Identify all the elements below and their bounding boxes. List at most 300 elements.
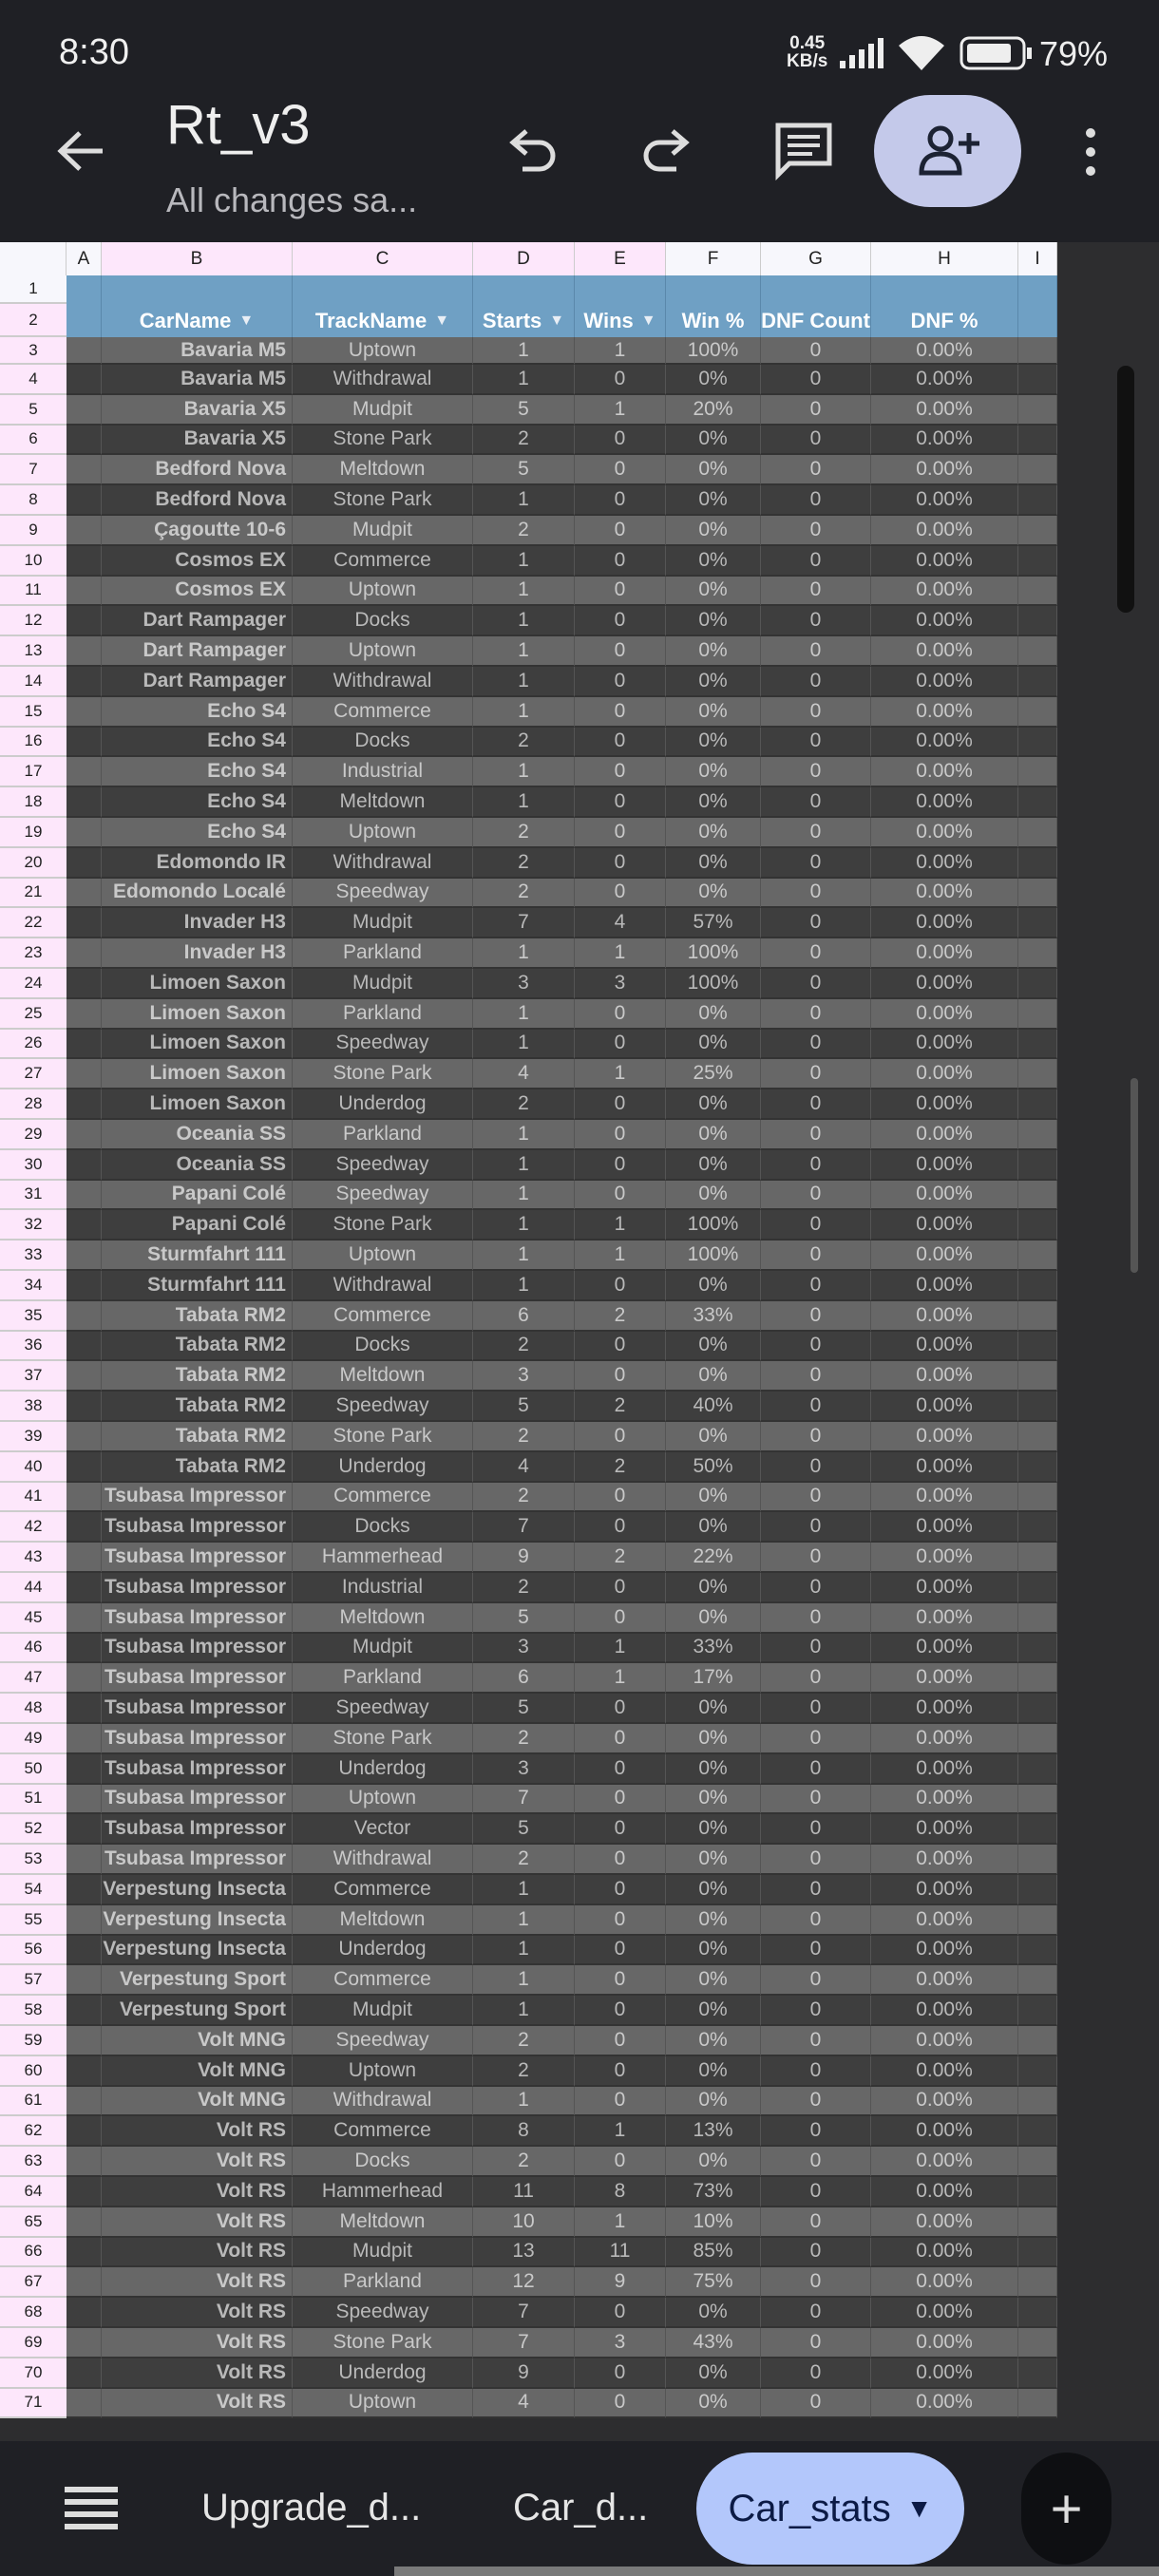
- row-header-49[interactable]: 49: [0, 1724, 66, 1754]
- car-name-cell[interactable]: Edomondo Localé: [102, 879, 293, 909]
- table-cell[interactable]: 0: [761, 1814, 871, 1845]
- table-cell[interactable]: 0%: [666, 1120, 761, 1150]
- table-cell[interactable]: 0.00%: [871, 606, 1018, 636]
- table-cell[interactable]: 2: [473, 516, 575, 546]
- track-name-cell[interactable]: Commerce: [293, 2116, 473, 2147]
- table-cell[interactable]: 0: [761, 1181, 871, 1211]
- table-cell[interactable]: 0: [575, 1845, 666, 1875]
- row-header-55[interactable]: 55: [0, 1905, 66, 1936]
- table-cell[interactable]: 0: [575, 546, 666, 577]
- table-cell[interactable]: 0.00%: [871, 667, 1018, 697]
- table-cell[interactable]: [66, 1845, 102, 1875]
- header-band-cell[interactable]: [102, 275, 293, 304]
- table-cell[interactable]: 2: [473, 2026, 575, 2056]
- column-title-blank[interactable]: [1018, 304, 1057, 337]
- table-cell[interactable]: [1018, 1573, 1057, 1603]
- table-cell[interactable]: 0: [761, 337, 871, 365]
- table-cell[interactable]: 1: [473, 1965, 575, 1996]
- table-cell[interactable]: 2: [473, 426, 575, 456]
- track-name-cell[interactable]: Speedway: [293, 2298, 473, 2328]
- table-cell[interactable]: [66, 1814, 102, 1845]
- table-cell[interactable]: 0: [575, 636, 666, 667]
- table-cell[interactable]: 7: [473, 2328, 575, 2358]
- column-header-G[interactable]: G: [761, 242, 871, 275]
- table-cell[interactable]: 0.00%: [871, 879, 1018, 909]
- table-cell[interactable]: 0: [761, 2177, 871, 2207]
- table-cell[interactable]: 57%: [666, 908, 761, 938]
- car-name-cell[interactable]: Edomondo IR: [102, 848, 293, 879]
- table-cell[interactable]: 1: [473, 636, 575, 667]
- car-name-cell[interactable]: Bavaria M5: [102, 337, 293, 365]
- table-cell[interactable]: 0: [575, 667, 666, 697]
- car-name-cell[interactable]: Bavaria X5: [102, 426, 293, 456]
- table-cell[interactable]: 0: [575, 1936, 666, 1966]
- car-name-cell[interactable]: Volt RS: [102, 2238, 293, 2268]
- table-cell[interactable]: [1018, 636, 1057, 667]
- table-cell[interactable]: [66, 636, 102, 667]
- table-cell[interactable]: 0: [575, 2389, 666, 2419]
- table-cell[interactable]: 0.00%: [871, 1120, 1018, 1150]
- table-cell[interactable]: [1018, 606, 1057, 636]
- table-cell[interactable]: 50%: [666, 1452, 761, 1483]
- car-name-cell[interactable]: Tsubasa Impressor: [102, 1663, 293, 1694]
- table-cell[interactable]: 0: [761, 577, 871, 607]
- comment-icon[interactable]: [774, 122, 833, 180]
- table-cell[interactable]: 0: [761, 516, 871, 546]
- table-cell[interactable]: [66, 2267, 102, 2298]
- column-title-dnf-[interactable]: DNF %: [871, 304, 1018, 337]
- track-name-cell[interactable]: Meltdown: [293, 2207, 473, 2238]
- car-name-cell[interactable]: Limoen Saxon: [102, 1059, 293, 1089]
- share-button[interactable]: [874, 95, 1021, 207]
- table-cell[interactable]: 2: [473, 879, 575, 909]
- table-cell[interactable]: 0.00%: [871, 365, 1018, 395]
- track-name-cell[interactable]: Industrial: [293, 757, 473, 787]
- row-header-61[interactable]: 61: [0, 2087, 66, 2117]
- track-name-cell[interactable]: Uptown: [293, 636, 473, 667]
- table-cell[interactable]: [1018, 337, 1057, 365]
- row-header-5[interactable]: 5: [0, 395, 66, 426]
- row-header-65[interactable]: 65: [0, 2207, 66, 2238]
- table-cell[interactable]: 0.00%: [871, 1210, 1018, 1241]
- row-header-54[interactable]: 54: [0, 1875, 66, 1905]
- table-cell[interactable]: 0.00%: [871, 1814, 1018, 1845]
- row-header-13[interactable]: 13: [0, 636, 66, 667]
- all-sheets-menu-icon[interactable]: [65, 2487, 118, 2530]
- table-cell[interactable]: 0: [575, 1332, 666, 1362]
- table-cell[interactable]: [66, 1663, 102, 1694]
- row-header-22[interactable]: 22: [0, 908, 66, 938]
- track-name-cell[interactable]: Meltdown: [293, 1603, 473, 1634]
- table-cell[interactable]: 0: [761, 938, 871, 969]
- table-cell[interactable]: 0.00%: [871, 1392, 1018, 1422]
- table-cell[interactable]: 85%: [666, 2238, 761, 2268]
- table-cell[interactable]: [1018, 879, 1057, 909]
- car-name-cell[interactable]: Tsubasa Impressor: [102, 1543, 293, 1573]
- table-cell[interactable]: [66, 2358, 102, 2389]
- table-cell[interactable]: 0: [575, 1483, 666, 1513]
- table-cell[interactable]: 2: [473, 1089, 575, 1120]
- table-cell[interactable]: [1018, 1030, 1057, 1060]
- track-name-cell[interactable]: Stone Park: [293, 2328, 473, 2358]
- table-cell[interactable]: 1: [473, 1905, 575, 1936]
- table-cell[interactable]: [66, 908, 102, 938]
- table-cell[interactable]: 0.00%: [871, 2298, 1018, 2328]
- table-cell[interactable]: 1: [575, 337, 666, 365]
- column-title-trackname[interactable]: TrackName ▼: [293, 304, 473, 337]
- track-name-cell[interactable]: Commerce: [293, 546, 473, 577]
- track-name-cell[interactable]: Underdog: [293, 1089, 473, 1120]
- table-cell[interactable]: 0.00%: [871, 1543, 1018, 1573]
- table-cell[interactable]: 0.00%: [871, 1694, 1018, 1724]
- table-cell[interactable]: 1: [575, 1663, 666, 1694]
- table-cell[interactable]: 0.00%: [871, 2238, 1018, 2268]
- table-cell[interactable]: 0%: [666, 1724, 761, 1754]
- table-cell[interactable]: 33%: [666, 1301, 761, 1332]
- table-cell[interactable]: 3: [473, 1754, 575, 1785]
- table-cell[interactable]: 0: [575, 2358, 666, 2389]
- table-cell[interactable]: 0.00%: [871, 1241, 1018, 1271]
- table-cell[interactable]: [1018, 1392, 1057, 1422]
- table-cell[interactable]: 0: [761, 606, 871, 636]
- table-cell[interactable]: [1018, 969, 1057, 999]
- table-cell[interactable]: 0: [761, 818, 871, 848]
- table-cell[interactable]: 0.00%: [871, 2207, 1018, 2238]
- table-cell[interactable]: [66, 1089, 102, 1120]
- table-cell[interactable]: 2: [575, 1392, 666, 1422]
- table-cell[interactable]: 0.00%: [871, 1663, 1018, 1694]
- table-cell[interactable]: 0.00%: [871, 2056, 1018, 2087]
- table-cell[interactable]: [66, 2298, 102, 2328]
- table-cell[interactable]: 0.00%: [871, 1361, 1018, 1392]
- table-cell[interactable]: [66, 395, 102, 426]
- track-name-cell[interactable]: Withdrawal: [293, 365, 473, 395]
- track-name-cell[interactable]: Speedway: [293, 1150, 473, 1181]
- table-cell[interactable]: 0: [575, 1875, 666, 1905]
- table-cell[interactable]: 0.00%: [871, 1512, 1018, 1543]
- column-header-E[interactable]: E: [575, 242, 666, 275]
- table-cell[interactable]: 0: [575, 879, 666, 909]
- table-cell[interactable]: [66, 1452, 102, 1483]
- table-cell[interactable]: 2: [575, 1301, 666, 1332]
- row-header-9[interactable]: 9: [0, 516, 66, 546]
- table-cell[interactable]: [1018, 1422, 1057, 1452]
- table-cell[interactable]: [1018, 2056, 1057, 2087]
- table-cell[interactable]: 1: [473, 1120, 575, 1150]
- table-cell[interactable]: 2: [575, 1543, 666, 1573]
- table-cell[interactable]: [1018, 728, 1057, 758]
- table-cell[interactable]: [66, 818, 102, 848]
- table-cell[interactable]: 0.00%: [871, 1030, 1018, 1060]
- column-header-H[interactable]: H: [871, 242, 1018, 275]
- table-cell[interactable]: 0.00%: [871, 636, 1018, 667]
- table-cell[interactable]: 1: [575, 1634, 666, 1664]
- table-cell[interactable]: [66, 546, 102, 577]
- table-cell[interactable]: 0%: [666, 1875, 761, 1905]
- table-cell[interactable]: 43%: [666, 2328, 761, 2358]
- table-cell[interactable]: 0%: [666, 697, 761, 728]
- table-cell[interactable]: 0: [761, 1422, 871, 1452]
- table-cell[interactable]: 0.00%: [871, 455, 1018, 485]
- table-cell[interactable]: [1018, 667, 1057, 697]
- table-cell[interactable]: 0.00%: [871, 848, 1018, 879]
- car-name-cell[interactable]: Oceania SS: [102, 1150, 293, 1181]
- table-cell[interactable]: 0%: [666, 636, 761, 667]
- table-cell[interactable]: [1018, 2267, 1057, 2298]
- filter-icon[interactable]: ▼: [640, 312, 656, 329]
- table-cell[interactable]: [66, 1392, 102, 1422]
- track-name-cell[interactable]: Speedway: [293, 879, 473, 909]
- table-cell[interactable]: 0: [761, 1603, 871, 1634]
- table-cell[interactable]: 1: [575, 2116, 666, 2147]
- car-name-cell[interactable]: Dart Rampager: [102, 606, 293, 636]
- table-cell[interactable]: 10: [473, 2207, 575, 2238]
- track-name-cell[interactable]: Docks: [293, 606, 473, 636]
- car-name-cell[interactable]: Echo S4: [102, 818, 293, 848]
- track-name-cell[interactable]: Parkland: [293, 999, 473, 1030]
- table-cell[interactable]: 9: [575, 2267, 666, 2298]
- row-header-40[interactable]: 40: [0, 1452, 66, 1483]
- table-cell[interactable]: [66, 2207, 102, 2238]
- car-name-cell[interactable]: Sturmfahrt 111: [102, 1241, 293, 1271]
- car-name-cell[interactable]: Volt MNG: [102, 2087, 293, 2117]
- table-cell[interactable]: [66, 1241, 102, 1271]
- table-cell[interactable]: 5: [473, 455, 575, 485]
- table-cell[interactable]: [1018, 2177, 1057, 2207]
- table-cell[interactable]: [1018, 1181, 1057, 1211]
- table-cell[interactable]: 0%: [666, 2087, 761, 2117]
- table-cell[interactable]: 5: [473, 1814, 575, 1845]
- table-cell[interactable]: 4: [473, 1452, 575, 1483]
- table-cell[interactable]: 7: [473, 1785, 575, 1815]
- table-cell[interactable]: 0%: [666, 2056, 761, 2087]
- undo-icon[interactable]: [504, 125, 560, 177]
- table-cell[interactable]: 1: [473, 577, 575, 607]
- table-cell[interactable]: 7: [473, 2298, 575, 2328]
- table-cell[interactable]: 0%: [666, 2147, 761, 2177]
- table-cell[interactable]: 7: [473, 908, 575, 938]
- table-cell[interactable]: 0: [575, 1905, 666, 1936]
- row-header-33[interactable]: 33: [0, 1241, 66, 1271]
- table-cell[interactable]: 0%: [666, 1936, 761, 1966]
- row-header-2[interactable]: 2: [0, 304, 66, 337]
- track-name-cell[interactable]: Industrial: [293, 1573, 473, 1603]
- table-cell[interactable]: [1018, 1361, 1057, 1392]
- row-header-4[interactable]: 4: [0, 365, 66, 395]
- table-cell[interactable]: [1018, 1543, 1057, 1573]
- table-cell[interactable]: 0.00%: [871, 546, 1018, 577]
- table-cell[interactable]: [66, 1785, 102, 1815]
- table-cell[interactable]: 0: [575, 999, 666, 1030]
- table-cell[interactable]: [66, 1361, 102, 1392]
- table-cell[interactable]: 0.00%: [871, 1905, 1018, 1936]
- table-cell[interactable]: 0.00%: [871, 2147, 1018, 2177]
- table-cell[interactable]: 0: [575, 365, 666, 395]
- table-cell[interactable]: 0: [575, 1785, 666, 1815]
- add-sheet-button[interactable]: +: [1021, 2453, 1112, 2565]
- track-name-cell[interactable]: Underdog: [293, 1936, 473, 1966]
- table-cell[interactable]: 0: [575, 485, 666, 516]
- table-cell[interactable]: 0: [575, 2147, 666, 2177]
- table-cell[interactable]: [1018, 1210, 1057, 1241]
- filter-icon[interactable]: ▼: [434, 312, 450, 329]
- table-cell[interactable]: 0%: [666, 1361, 761, 1392]
- table-cell[interactable]: 0%: [666, 1089, 761, 1120]
- table-cell[interactable]: [66, 1875, 102, 1905]
- table-cell[interactable]: 0%: [666, 1814, 761, 1845]
- track-name-cell[interactable]: Hammerhead: [293, 1543, 473, 1573]
- table-cell[interactable]: 0: [761, 1452, 871, 1483]
- table-cell[interactable]: [66, 938, 102, 969]
- table-cell[interactable]: [1018, 1724, 1057, 1754]
- table-cell[interactable]: 0: [575, 1603, 666, 1634]
- header-band-cell[interactable]: [1018, 275, 1057, 304]
- table-cell[interactable]: [66, 667, 102, 697]
- select-all-corner[interactable]: [0, 242, 66, 275]
- track-name-cell[interactable]: Speedway: [293, 2026, 473, 2056]
- table-cell[interactable]: 1: [575, 395, 666, 426]
- row-header-58[interactable]: 58: [0, 1996, 66, 2026]
- row-header-3[interactable]: 3: [0, 337, 66, 365]
- row-header-52[interactable]: 52: [0, 1814, 66, 1845]
- car-name-cell[interactable]: Tsubasa Impressor: [102, 1754, 293, 1785]
- table-cell[interactable]: 0.00%: [871, 2389, 1018, 2419]
- track-name-cell[interactable]: Speedway: [293, 1181, 473, 1211]
- table-cell[interactable]: 4: [473, 1059, 575, 1089]
- table-cell[interactable]: 0%: [666, 485, 761, 516]
- car-name-cell[interactable]: Cosmos EX: [102, 577, 293, 607]
- row-header-23[interactable]: 23: [0, 938, 66, 969]
- table-cell[interactable]: 0.00%: [871, 1271, 1018, 1301]
- table-cell[interactable]: [1018, 1905, 1057, 1936]
- table-cell[interactable]: [1018, 2207, 1057, 2238]
- car-name-cell[interactable]: Invader H3: [102, 938, 293, 969]
- car-name-cell[interactable]: Bavaria X5: [102, 395, 293, 426]
- table-cell[interactable]: [1018, 2298, 1057, 2328]
- table-cell[interactable]: 0.00%: [871, 757, 1018, 787]
- table-cell[interactable]: [66, 1301, 102, 1332]
- row-header-66[interactable]: 66: [0, 2238, 66, 2268]
- car-name-cell[interactable]: Sturmfahrt 111: [102, 1271, 293, 1301]
- car-name-cell[interactable]: Volt MNG: [102, 2026, 293, 2056]
- track-name-cell[interactable]: Withdrawal: [293, 848, 473, 879]
- table-cell[interactable]: 0.00%: [871, 1875, 1018, 1905]
- table-cell[interactable]: [66, 1634, 102, 1664]
- table-cell[interactable]: 0.00%: [871, 1845, 1018, 1875]
- table-cell[interactable]: [66, 728, 102, 758]
- car-name-cell[interactable]: Tsubasa Impressor: [102, 1512, 293, 1543]
- track-name-cell[interactable]: Docks: [293, 728, 473, 758]
- table-cell[interactable]: [1018, 1241, 1057, 1271]
- track-name-cell[interactable]: Mudpit: [293, 1996, 473, 2026]
- table-cell[interactable]: 0: [761, 1120, 871, 1150]
- table-cell[interactable]: 0: [761, 455, 871, 485]
- table-cell[interactable]: 0%: [666, 1694, 761, 1724]
- table-cell[interactable]: 13: [473, 2238, 575, 2268]
- table-cell[interactable]: 1: [473, 365, 575, 395]
- table-cell[interactable]: [66, 2238, 102, 2268]
- table-cell[interactable]: 2: [575, 1452, 666, 1483]
- table-cell[interactable]: 0.00%: [871, 516, 1018, 546]
- table-cell[interactable]: [1018, 1452, 1057, 1483]
- table-cell[interactable]: 1: [473, 1150, 575, 1181]
- car-name-cell[interactable]: Tsubasa Impressor: [102, 1845, 293, 1875]
- table-cell[interactable]: 0: [575, 728, 666, 758]
- table-cell[interactable]: [1018, 455, 1057, 485]
- spreadsheet-grid[interactable]: [0, 242, 1159, 2441]
- track-name-cell[interactable]: Parkland: [293, 2267, 473, 2298]
- table-cell[interactable]: [1018, 999, 1057, 1030]
- table-cell[interactable]: 7: [473, 1512, 575, 1543]
- car-name-cell[interactable]: Tsubasa Impressor: [102, 1573, 293, 1603]
- table-cell[interactable]: 0: [575, 1814, 666, 1845]
- row-header-57[interactable]: 57: [0, 1965, 66, 1996]
- table-cell[interactable]: [66, 1059, 102, 1089]
- track-name-cell[interactable]: Parkland: [293, 938, 473, 969]
- table-cell[interactable]: [66, 1483, 102, 1513]
- table-cell[interactable]: 9: [473, 1543, 575, 1573]
- column-header-F[interactable]: F: [666, 242, 761, 275]
- table-cell[interactable]: [66, 848, 102, 879]
- table-cell[interactable]: 0: [575, 2056, 666, 2087]
- table-cell[interactable]: 0: [575, 1089, 666, 1120]
- track-name-cell[interactable]: Mudpit: [293, 2238, 473, 2268]
- table-cell[interactable]: 1: [575, 1241, 666, 1271]
- track-name-cell[interactable]: Stone Park: [293, 485, 473, 516]
- table-cell[interactable]: 0: [761, 1241, 871, 1271]
- table-cell[interactable]: 0: [761, 2389, 871, 2419]
- table-cell[interactable]: 0: [761, 2358, 871, 2389]
- row-header-28[interactable]: 28: [0, 1089, 66, 1120]
- table-cell[interactable]: 0: [575, 1422, 666, 1452]
- table-cell[interactable]: 2: [473, 1332, 575, 1362]
- table-cell[interactable]: 0: [761, 1905, 871, 1936]
- table-cell[interactable]: 100%: [666, 337, 761, 365]
- back-arrow-icon[interactable]: [55, 125, 106, 177]
- table-cell[interactable]: 0: [575, 606, 666, 636]
- table-cell[interactable]: [1018, 1059, 1057, 1089]
- row-header-8[interactable]: 8: [0, 485, 66, 516]
- table-cell[interactable]: 0: [761, 757, 871, 787]
- car-name-cell[interactable]: Tabata RM2: [102, 1452, 293, 1483]
- car-name-cell[interactable]: Tsubasa Impressor: [102, 1785, 293, 1815]
- table-cell[interactable]: [1018, 546, 1057, 577]
- car-name-cell[interactable]: Volt RS: [102, 2147, 293, 2177]
- table-cell[interactable]: 0: [761, 2056, 871, 2087]
- table-cell[interactable]: 0: [761, 1543, 871, 1573]
- table-cell[interactable]: 1: [575, 938, 666, 969]
- column-title-wins[interactable]: Wins ▼: [575, 304, 666, 337]
- table-cell[interactable]: 6: [473, 1663, 575, 1694]
- table-cell[interactable]: 3: [575, 2328, 666, 2358]
- row-header-37[interactable]: 37: [0, 1361, 66, 1392]
- table-cell[interactable]: [66, 969, 102, 999]
- table-cell[interactable]: [1018, 2358, 1057, 2389]
- table-cell[interactable]: 0: [761, 2026, 871, 2056]
- track-name-cell[interactable]: Uptown: [293, 577, 473, 607]
- row-header-67[interactable]: 67: [0, 2267, 66, 2298]
- table-cell[interactable]: 0.00%: [871, 577, 1018, 607]
- track-name-cell[interactable]: Mudpit: [293, 908, 473, 938]
- row-header-39[interactable]: 39: [0, 1422, 66, 1452]
- row-header-18[interactable]: 18: [0, 787, 66, 818]
- table-cell[interactable]: 0: [761, 1694, 871, 1724]
- table-cell[interactable]: 1: [473, 1936, 575, 1966]
- track-name-cell[interactable]: Stone Park: [293, 1059, 473, 1089]
- table-cell[interactable]: 0%: [666, 606, 761, 636]
- track-name-cell[interactable]: Commerce: [293, 1965, 473, 1996]
- column-header-A[interactable]: A: [66, 242, 102, 275]
